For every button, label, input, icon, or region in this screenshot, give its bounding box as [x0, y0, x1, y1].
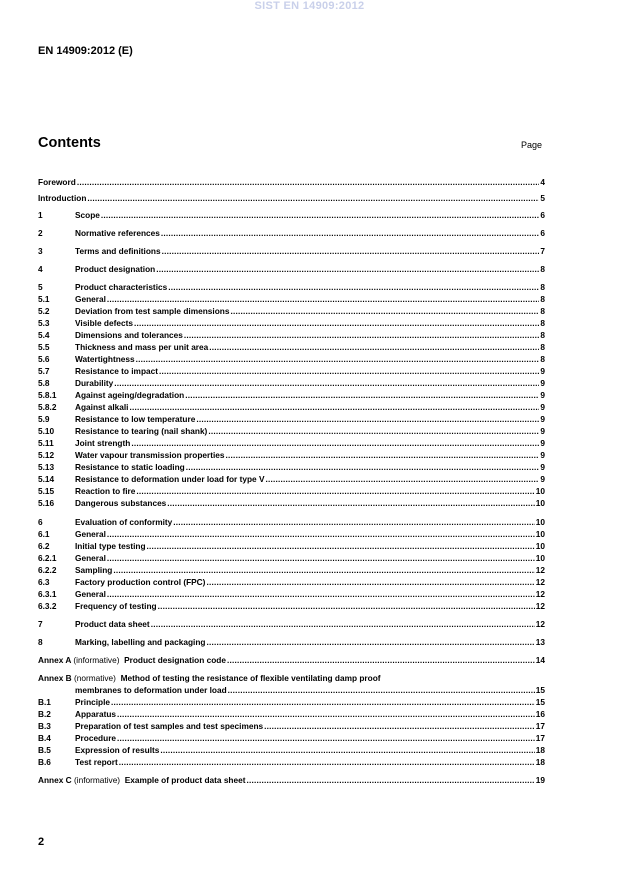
toc-entry-number: B.2	[38, 709, 51, 719]
toc-dot-leader	[134, 318, 539, 329]
toc-entry-page: 5	[540, 193, 545, 203]
toc-entry-page: 12	[535, 577, 545, 587]
toc-entry-title: Factory production control (FPC)	[75, 577, 206, 587]
toc-entry[interactable]	[38, 414, 545, 425]
toc-entry-number: 3	[38, 246, 43, 256]
toc-entry-title: Water vapour transmission properties	[75, 450, 225, 460]
toc-entry[interactable]	[38, 246, 545, 257]
toc-entry-title: Resistance to deformation under load for type V	[75, 474, 265, 484]
toc-dot-leader	[173, 517, 535, 528]
toc-entry-number: 6.3.2	[38, 601, 57, 611]
toc-dot-leader	[107, 589, 535, 600]
toc-entry-title: Marking, labelling and packaging	[75, 637, 206, 647]
toc-entry[interactable]	[38, 685, 545, 696]
toc-entry-number: 7	[38, 619, 43, 629]
toc-dot-leader	[113, 565, 534, 576]
toc-entry[interactable]	[38, 378, 545, 389]
toc-entry[interactable]	[38, 745, 545, 756]
toc-entry[interactable]	[38, 498, 545, 509]
toc-dot-leader	[184, 330, 539, 341]
toc-dot-leader	[147, 541, 535, 552]
toc-dot-leader	[136, 486, 534, 497]
toc-entry-page: 14	[535, 655, 545, 665]
toc-entry-page: 12	[535, 565, 545, 575]
toc-entry[interactable]	[38, 601, 545, 612]
toc-entry-title: Preparation of test samples and test specimens	[75, 721, 264, 731]
toc-entry-number: B.5	[38, 745, 51, 755]
toc-entry-number: 6.2.1	[38, 553, 57, 563]
toc-entry-title: Principle	[75, 697, 111, 707]
toc-entry[interactable]	[38, 541, 545, 552]
toc-entry-title: Thickness and mass per unit area	[75, 342, 209, 352]
toc-entry[interactable]	[38, 306, 545, 317]
toc-entry-number: 6.2	[38, 541, 50, 551]
toc-entry-page: 9	[540, 426, 545, 436]
toc-entry-title: Product designation code	[124, 655, 226, 665]
toc-entry-page: 19	[535, 775, 545, 785]
toc-dot-leader	[228, 685, 535, 696]
toc-entry-page: 10	[535, 517, 545, 527]
toc-entry-title: General	[75, 294, 106, 304]
toc-dot-leader	[264, 721, 535, 732]
toc-entry[interactable]	[38, 565, 545, 576]
toc-entry-page: 8	[540, 264, 545, 274]
toc-dot-leader	[117, 733, 535, 744]
toc-entry-page: 9	[540, 462, 545, 472]
toc-entry-title: General	[75, 589, 106, 599]
toc-entry[interactable]	[38, 330, 545, 341]
toc-entry-title: Dangerous substances	[75, 498, 167, 508]
toc-entry[interactable]	[38, 354, 545, 365]
toc-entry-page: 18	[535, 757, 545, 767]
toc-dot-leader	[167, 498, 534, 509]
toc-entry-title: Deviation from test sample dimensions	[75, 306, 230, 316]
toc-dot-leader	[168, 282, 539, 293]
toc-entry-page: 9	[540, 450, 545, 460]
toc-dot-leader	[114, 378, 539, 389]
toc-entry-title: Against ageing/degradation	[75, 390, 185, 400]
toc-entry[interactable]	[38, 294, 545, 305]
toc-annex-label: Annex B	[38, 673, 72, 683]
toc-entry[interactable]	[38, 486, 545, 497]
page-column-label: Page	[521, 140, 543, 150]
toc-dot-leader	[247, 775, 535, 786]
toc-entry-title: Product data sheet	[75, 619, 150, 629]
toc-dot-leader	[160, 745, 534, 756]
toc-entry-page: 9	[540, 402, 545, 412]
toc-entry-number: B.1	[38, 697, 51, 707]
toc-dot-leader	[208, 426, 539, 437]
toc-entry-page: 17	[535, 733, 545, 743]
toc-entry[interactable]	[38, 637, 545, 648]
toc-entry-number: 5.12	[38, 450, 55, 460]
toc-entry-page: 12	[535, 601, 545, 611]
toc-entry-page: 6	[540, 210, 545, 220]
toc-entry-page: 15	[535, 685, 545, 695]
toc-entry-number: 5.8.2	[38, 402, 57, 412]
toc-entry[interactable]	[38, 655, 545, 666]
toc-entry-page: 13	[535, 637, 545, 647]
toc-entry[interactable]	[38, 619, 545, 630]
toc-entry-number: 2	[38, 228, 43, 238]
toc-entry-page: 17	[535, 721, 545, 731]
toc-entry-title: Watertightness	[75, 354, 135, 364]
toc-entry-title: Dimensions and tolerances	[75, 330, 183, 340]
toc-entry-page: 8	[540, 330, 545, 340]
toc-dot-leader	[101, 210, 539, 221]
toc-entry[interactable]	[38, 318, 545, 329]
toc-entry-page: 8	[540, 282, 545, 292]
toc-entry-number: 5.8	[38, 378, 50, 388]
toc-entry-page: 4	[540, 177, 545, 187]
toc-dot-leader	[136, 354, 540, 365]
toc-entry-title: Terms and definitions	[75, 246, 161, 256]
toc-entry-number: 5.1	[38, 294, 50, 304]
toc-entry-title: Foreword	[38, 177, 76, 187]
toc-dot-leader	[159, 366, 539, 377]
toc-entry[interactable]	[38, 721, 545, 732]
toc-entry-page: 9	[540, 378, 545, 388]
toc-entry[interactable]	[38, 177, 545, 188]
toc-annex-kind: (informative)	[73, 775, 121, 785]
toc-entry-title: General	[75, 529, 106, 539]
toc-entry-title: Procedure	[75, 733, 117, 743]
toc-dot-leader	[151, 619, 535, 630]
toc-annex-label: Annex A	[38, 655, 72, 665]
toc-entry-number: 6.1	[38, 529, 50, 539]
toc-entry[interactable]	[38, 402, 545, 413]
toc-entry-number: 5.2	[38, 306, 50, 316]
toc-entry-page: 8	[540, 342, 545, 352]
toc-entry[interactable]	[38, 193, 545, 204]
toc-entry-page: 9	[540, 438, 545, 448]
toc-entry-number: 5.5	[38, 342, 50, 352]
toc-entry-number: 5.8.1	[38, 390, 57, 400]
toc-entry[interactable]	[38, 228, 545, 239]
toc-dot-leader	[87, 193, 539, 204]
toc-entry[interactable]	[38, 733, 545, 744]
toc-entry-page: 12	[535, 589, 545, 599]
toc-annex-heading	[38, 775, 246, 786]
toc-entry[interactable]	[38, 342, 545, 353]
toc-entry[interactable]	[38, 438, 545, 449]
toc-dot-leader	[161, 228, 540, 239]
toc-entry-title: Resistance to low temperature	[75, 414, 196, 424]
toc-entry[interactable]	[38, 210, 545, 221]
toc-entry-number: 5	[38, 282, 43, 292]
toc-annex-heading	[38, 673, 381, 684]
toc-entry-number: 5.13	[38, 462, 55, 472]
toc-entry-number: 8	[38, 637, 43, 647]
toc-dot-leader	[209, 342, 539, 353]
toc-entry[interactable]	[38, 450, 545, 461]
toc-entry-title: Normative references	[75, 228, 160, 238]
watermark: SIST EN 14909:2012	[254, 0, 365, 12]
toc-entry-number: 5.14	[38, 474, 55, 484]
toc-entry-title: Product designation	[75, 264, 156, 274]
toc-dot-leader	[206, 637, 534, 648]
toc-entry-page: 15	[535, 697, 545, 707]
toc-entry-page: 10	[535, 486, 545, 496]
toc-entry-number: 5.7	[38, 366, 50, 376]
toc-dot-leader	[158, 601, 535, 612]
toc-entry[interactable]	[38, 775, 545, 786]
toc-entry-page: 9	[540, 390, 545, 400]
toc-entry-title: Introduction	[38, 193, 87, 203]
toc-entry-number: 5.11	[38, 438, 54, 448]
toc-entry[interactable]	[38, 709, 545, 720]
toc-entry-title: membranes to deformation under load	[75, 685, 227, 695]
toc-annex-kind: (informative)	[73, 655, 120, 665]
toc-entry-title: Frequency of testing	[75, 601, 157, 611]
toc-annex-kind: (normative)	[73, 673, 116, 683]
toc-entry-number: 5.16	[38, 498, 55, 508]
toc-entry-number: 5.10	[38, 426, 55, 436]
toc-dot-leader	[227, 655, 535, 666]
toc-entry-number: 1	[38, 210, 43, 220]
toc-entry-title: Evaluation of conformity	[75, 517, 173, 527]
toc-entry-title: Resistance to impact	[75, 366, 158, 376]
toc-entry-page: 10	[535, 529, 545, 539]
toc-entry-page: 12	[535, 619, 545, 629]
toc-dot-leader	[156, 264, 539, 275]
toc-entry-title: Resistance to static loading	[75, 462, 185, 472]
toc-entry-title: Scope	[75, 210, 100, 220]
toc-entry[interactable]	[38, 366, 545, 377]
toc-entry-page: 8	[540, 306, 545, 316]
toc-entry-number: B.3	[38, 721, 51, 731]
toc-entry[interactable]	[38, 697, 545, 708]
toc-entry-page: 8	[540, 294, 545, 304]
toc-entry-page: 9	[540, 414, 545, 424]
toc-entry-number: 6.2.2	[38, 565, 57, 575]
toc-entry-number: 6.3	[38, 577, 50, 587]
toc-entry-number: 6.3.1	[38, 589, 57, 599]
toc-entry-title: Resistance to tearing (nail shank)	[75, 426, 208, 436]
toc-entry-page: 9	[540, 366, 545, 376]
toc-dot-leader	[107, 553, 535, 564]
toc-dot-leader	[265, 474, 539, 485]
toc-annex-heading	[38, 655, 226, 666]
toc-entry-page: 7	[540, 246, 545, 256]
toc-entry[interactable]	[38, 673, 545, 684]
toc-dot-leader	[131, 438, 539, 449]
toc-dot-leader	[130, 402, 540, 413]
toc-dot-leader	[185, 390, 539, 401]
toc-entry-title: Expression of results	[75, 745, 160, 755]
toc-entry-number: 4	[38, 264, 43, 274]
toc-entry[interactable]	[38, 757, 545, 768]
toc-dot-leader	[107, 294, 539, 305]
toc-entry-title: Example of product data sheet	[124, 775, 246, 785]
toc-entry-title: Test report	[75, 757, 118, 767]
toc-dot-leader	[186, 462, 540, 473]
toc-entry-title: Reaction to fire	[75, 486, 136, 496]
toc-entry-number: 5.6	[38, 354, 50, 364]
toc-dot-leader	[196, 414, 539, 425]
toc-entry-number: 5.9	[38, 414, 50, 424]
toc-dot-leader	[206, 577, 534, 588]
toc-entry-title: Visible defects	[75, 318, 133, 328]
toc-entry-title: General	[75, 553, 106, 563]
toc-entry[interactable]	[38, 474, 545, 485]
toc-dot-leader	[162, 246, 540, 257]
toc-entry-number: 5.3	[38, 318, 50, 328]
toc-dot-leader	[107, 529, 535, 540]
toc-entry[interactable]	[38, 462, 545, 473]
toc-entry[interactable]	[38, 517, 545, 528]
toc-entry[interactable]	[38, 553, 545, 564]
toc-entry-title: Against alkali	[75, 402, 129, 412]
toc-entry[interactable]	[38, 589, 545, 600]
toc-entry-page: 6	[540, 228, 545, 238]
toc-entry-title: Method of testing the resistance of flexible ventilating damp proof	[120, 673, 381, 683]
toc-entry-number: B.6	[38, 757, 51, 767]
toc-entry-title: Product characteristics	[75, 282, 168, 292]
toc-entry-page: 18	[535, 745, 545, 755]
toc-entry-page: 9	[540, 474, 545, 484]
toc-entry-page: 8	[540, 354, 545, 364]
toc-entry-title: Joint strength	[75, 438, 131, 448]
standard-id: EN 14909:2012 (E)	[38, 45, 133, 57]
toc-entry[interactable]	[38, 529, 545, 540]
toc-entry-page: 10	[535, 498, 545, 508]
toc-dot-leader	[111, 697, 535, 708]
toc-entry[interactable]	[38, 264, 545, 275]
toc-annex-label: Annex C	[38, 775, 72, 785]
toc-entry[interactable]	[38, 577, 545, 588]
contents-title: Contents	[38, 135, 101, 151]
toc-entry-number: B.4	[38, 733, 51, 743]
toc-dot-leader	[230, 306, 539, 317]
toc-entry-number: 5.4	[38, 330, 50, 340]
toc-dot-leader	[382, 673, 544, 684]
toc-entry-title: Apparatus	[75, 709, 117, 719]
toc-dot-leader	[226, 450, 540, 461]
toc-entry-page: 16	[535, 709, 545, 719]
toc-dot-leader	[117, 709, 535, 720]
toc-entry[interactable]	[38, 390, 545, 401]
toc-dot-leader	[77, 177, 540, 188]
toc-entry-page: 10	[535, 553, 545, 563]
toc-entry[interactable]	[38, 282, 545, 293]
toc-entry-page: 8	[540, 318, 545, 328]
toc-entry-title: Initial type testing	[75, 541, 146, 551]
toc-entry-page: 10	[535, 541, 545, 551]
toc-entry-title: Sampling	[75, 565, 113, 575]
toc-entry-title: Durability	[75, 378, 114, 388]
page-number: 2	[38, 836, 45, 848]
toc-entry-number: 6	[38, 517, 43, 527]
toc-entry[interactable]	[38, 426, 545, 437]
toc-dot-leader	[119, 757, 535, 768]
toc-entry-number: 5.15	[38, 486, 55, 496]
